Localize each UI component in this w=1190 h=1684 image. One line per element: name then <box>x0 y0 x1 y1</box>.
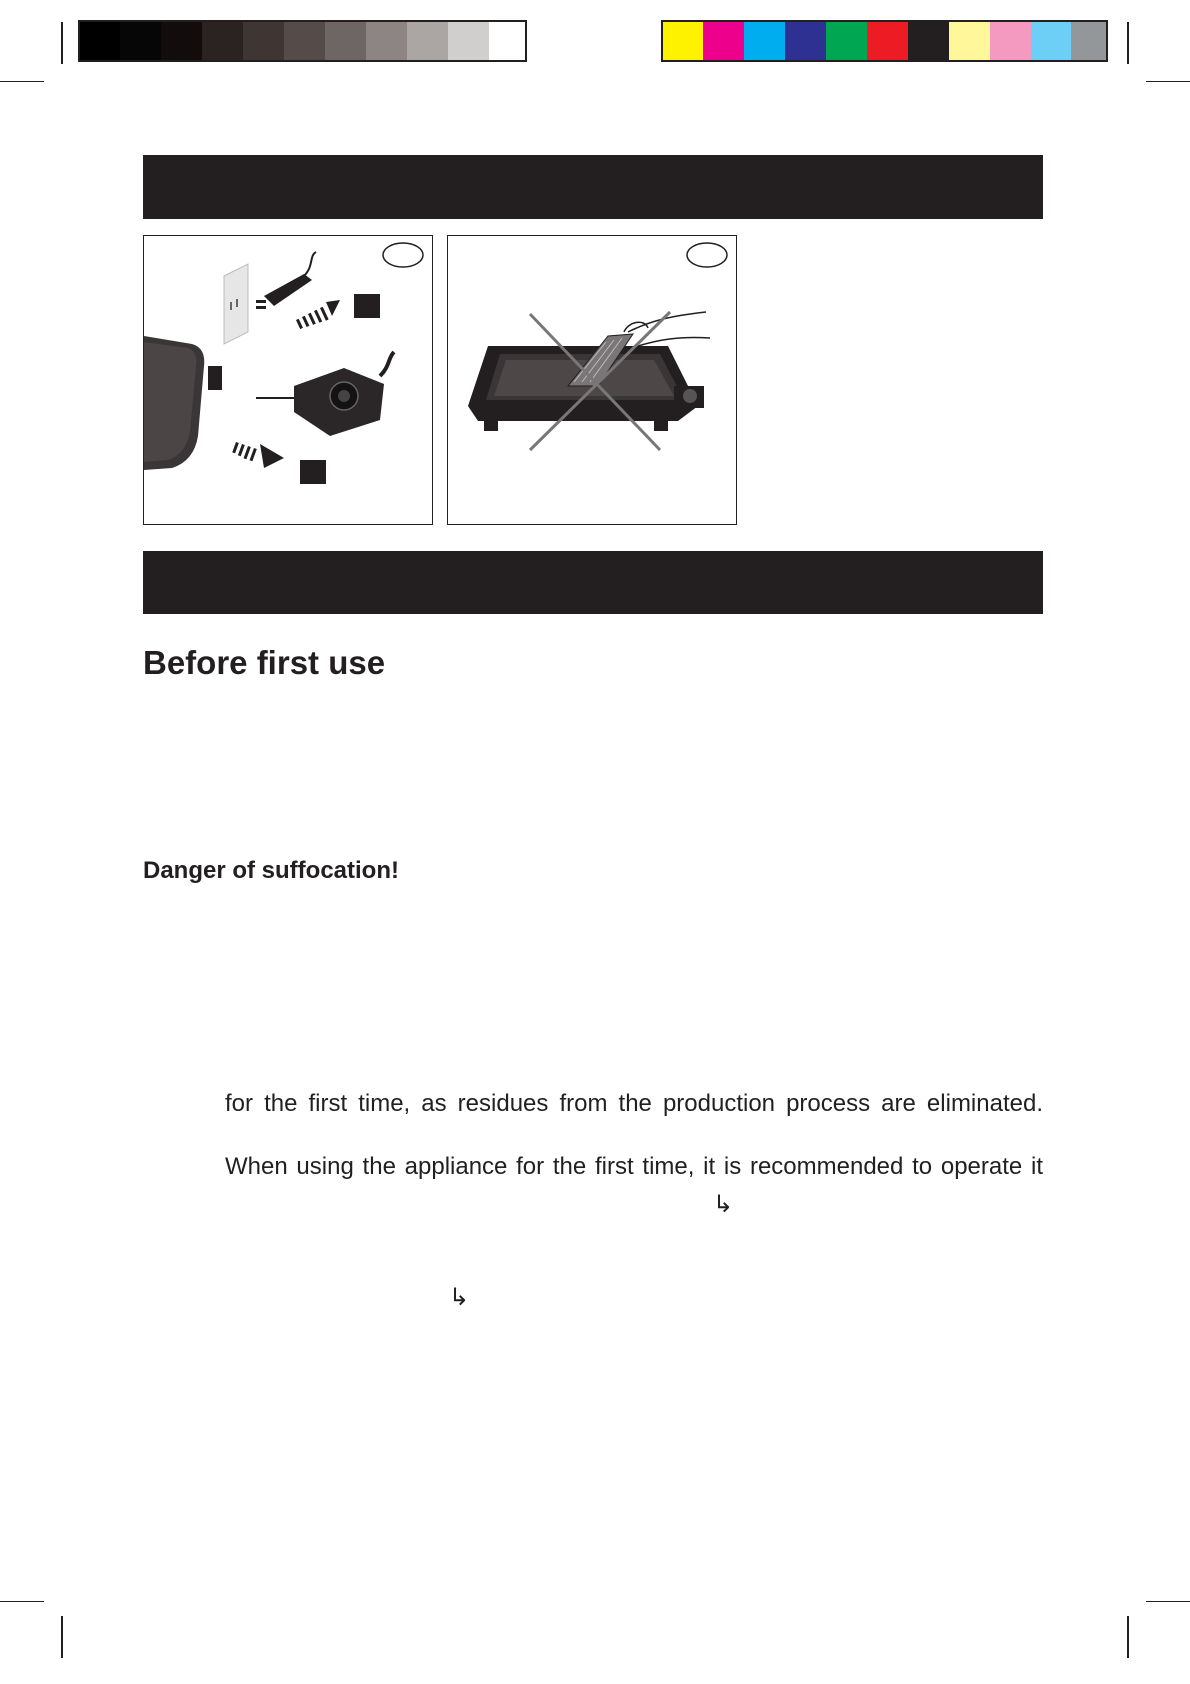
gray-swatch <box>161 22 202 62</box>
color-swatch <box>662 22 703 62</box>
body-text-line: for the first time, as residues from the production process are eliminated. <box>225 1090 1043 1117</box>
reference-arrow-icon: ↳ <box>449 1284 470 1311</box>
color-swatch <box>744 22 785 62</box>
crop-mark <box>61 1616 63 1658</box>
grill-plug-controller-icon <box>144 236 433 525</box>
color-swatch <box>1031 22 1071 62</box>
color-swatch <box>949 22 990 62</box>
gray-swatch <box>79 22 120 62</box>
crop-mark <box>61 22 63 64</box>
gray-swatch <box>202 22 243 62</box>
body-text-line: When using the appliance for the first time, it is recommended to operate it <box>225 1153 1043 1180</box>
reference-arrow-icon: ↳ <box>713 1191 734 1218</box>
color-swatch <box>785 22 826 62</box>
gray-swatch <box>120 22 161 62</box>
connect-controller-figure <box>143 235 433 525</box>
crop-mark <box>1127 1616 1129 1658</box>
color-swatch <box>826 22 867 62</box>
gray-swatch <box>489 22 526 62</box>
crossed-out-scraper-icon <box>448 236 737 525</box>
section-heading: Before first use <box>143 644 386 681</box>
section-bar-top <box>143 155 1043 219</box>
gray-swatch <box>243 22 284 62</box>
color-swatch <box>908 22 949 62</box>
crop-mark <box>1146 1601 1190 1602</box>
warning-title: Danger of suffocation! <box>143 857 399 884</box>
gray-swatch <box>366 22 407 62</box>
gray-swatch <box>284 22 325 62</box>
gray-swatch <box>407 22 448 62</box>
crop-mark <box>0 1601 44 1602</box>
crop-mark <box>1127 22 1129 64</box>
crop-mark <box>1146 81 1190 82</box>
gray-swatch <box>325 22 366 62</box>
no-metal-utensil-figure <box>447 235 737 525</box>
color-swatch <box>990 22 1031 62</box>
gray-swatch <box>448 22 489 62</box>
crop-mark <box>0 81 44 82</box>
color-swatch <box>867 22 908 62</box>
color-swatch <box>1071 22 1106 62</box>
section-bar-middle <box>143 551 1043 614</box>
color-swatch <box>703 22 744 62</box>
